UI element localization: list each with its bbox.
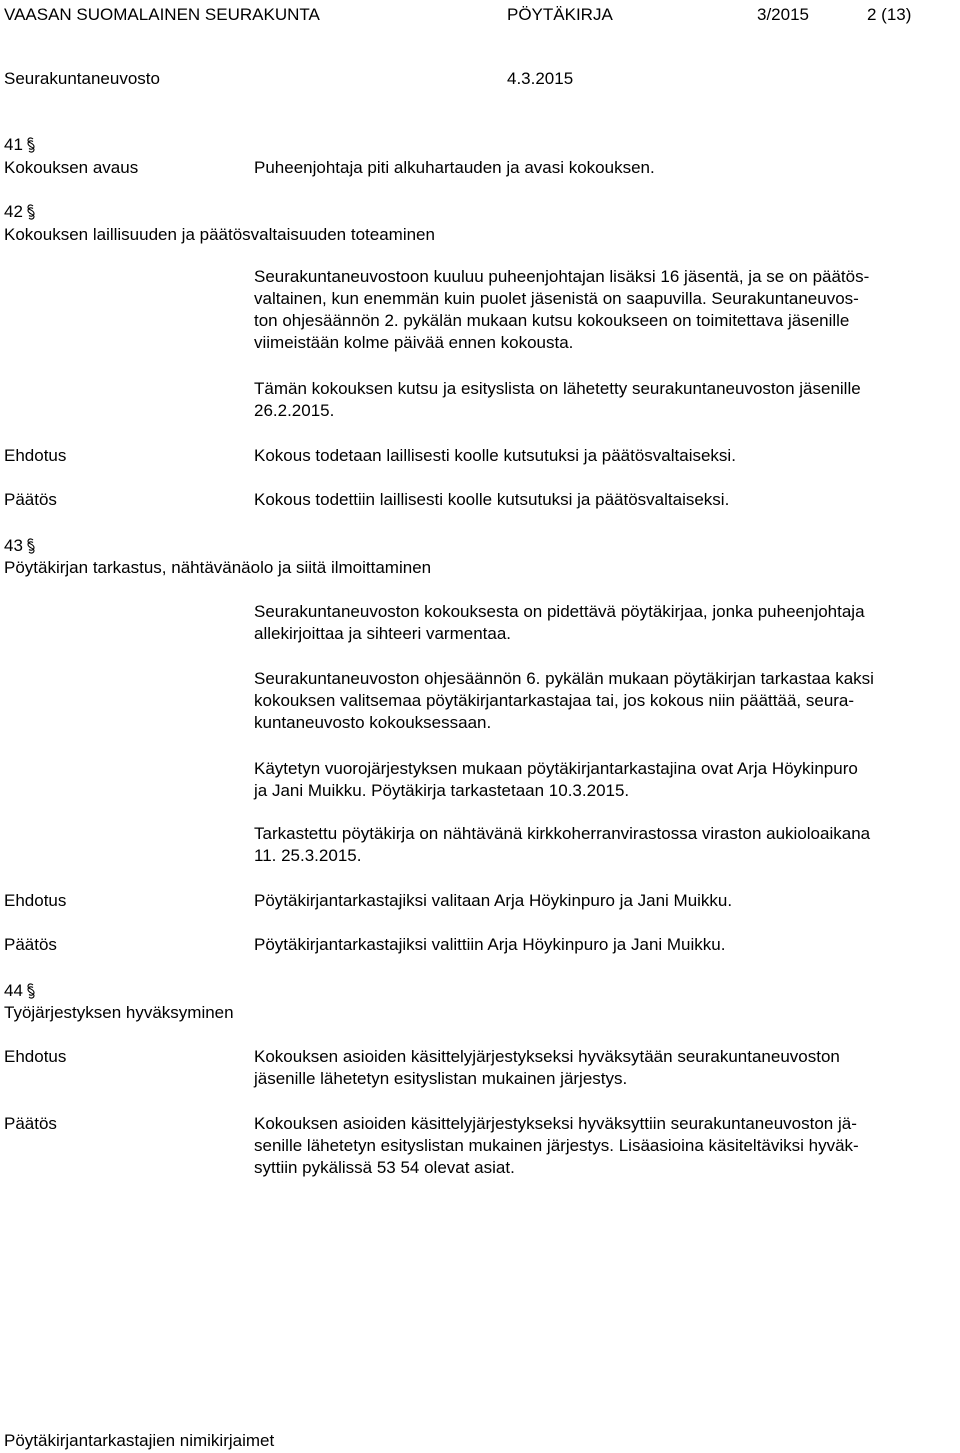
decision-label: Päätös	[4, 1114, 57, 1133]
proposal-label: Ehdotus	[4, 446, 67, 465]
footer-initials-label: Pöytäkirjantarkastajien nimikirjaimet	[4, 1431, 275, 1450]
section-number: 42	[4, 201, 36, 223]
proposal-text: Kokous todetaan laillisesti koolle kutsutuksi ja päätösvaltaiseksi.	[254, 446, 736, 465]
proposal-text: Pöytäkirjantarkastajiksi valitaan Arja Höykinpuro ja Jani Muikku.	[254, 891, 733, 910]
section-sign-icon	[26, 983, 36, 999]
section-title: Kokouksen avaus	[4, 158, 139, 177]
section-paragraph: Puheenjohtaja piti alkuhartauden ja avasi kokouksen.	[254, 158, 655, 177]
section-number: 41	[4, 134, 36, 156]
header-org: VAASAN SUOMALAINEN SEURAKUNTA	[4, 5, 320, 24]
section-number: 43	[4, 535, 36, 557]
decision-text: Kokous todettiin laillisesti koolle kutsutuksi ja päätösvaltaiseksi.	[254, 490, 730, 509]
header-doc-type: PÖYTÄKIRJA	[507, 5, 613, 24]
header-date: 4.3.2015	[507, 69, 574, 88]
decision-label: Päätös	[4, 935, 57, 954]
header-body: Seurakuntaneuvosto	[4, 69, 160, 88]
section-sign-icon	[26, 137, 36, 153]
section-title: Työjärjestyksen hyväksyminen	[4, 1003, 234, 1022]
header-doc-number: 3/2015	[757, 5, 809, 24]
section-sign-icon	[26, 538, 36, 554]
section-title: Kokouksen laillisuuden ja päätösvaltaisuuden toteaminen	[4, 225, 435, 244]
header-page: 2 (13)	[867, 5, 912, 24]
section-number: 44	[4, 980, 36, 1002]
section-title: Pöytäkirjan tarkastus, nähtävänäolo ja siitä ilmoittaminen	[4, 558, 432, 577]
section-sign-icon	[26, 204, 36, 220]
proposal-label: Ehdotus	[4, 1047, 67, 1066]
proposal-label: Ehdotus	[4, 891, 67, 910]
decision-label: Päätös	[4, 490, 57, 509]
decision-text: Pöytäkirjantarkastajiksi valittiin Arja Höykinpuro ja Jani Muikku.	[254, 935, 726, 954]
